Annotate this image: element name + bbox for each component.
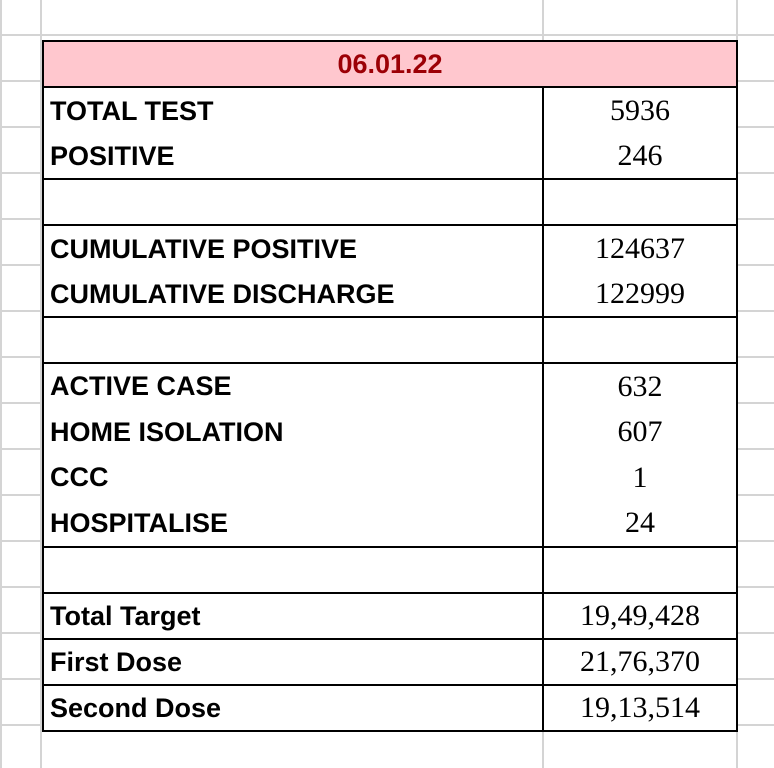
table-row-active-case[interactable] xyxy=(44,364,736,410)
table-row xyxy=(44,88,736,180)
row-label: HOME ISOLATION xyxy=(44,410,544,456)
table-row-cumulative-positive[interactable] xyxy=(44,226,736,272)
row-value: 5936 xyxy=(610,94,670,127)
row-label: HOSPITALISE xyxy=(44,501,544,547)
row-value: 19,13,514 xyxy=(580,691,700,724)
table-row-blank[interactable] xyxy=(44,548,736,594)
table-row-first-dose[interactable] xyxy=(44,640,736,686)
row-label: TOTAL TEST xyxy=(44,88,544,134)
report-table xyxy=(42,40,738,732)
row-value xyxy=(544,180,736,224)
row-label: POSITIVE xyxy=(44,134,544,178)
table-row-group xyxy=(44,226,736,318)
row-value xyxy=(544,548,736,592)
table-row-second-dose[interactable] xyxy=(44,686,736,730)
row-label: Second Dose xyxy=(44,686,544,730)
row-value: 122999 xyxy=(595,277,685,310)
row-value: 124637 xyxy=(595,232,685,265)
table-row-total-target[interactable] xyxy=(44,594,736,640)
row-value: 1 xyxy=(632,460,648,494)
row-label: First Dose xyxy=(44,640,544,684)
row-label xyxy=(44,548,544,592)
table-row-home-isolation[interactable] xyxy=(44,410,736,456)
table-row-ccc[interactable] xyxy=(44,455,736,501)
table-row-group xyxy=(44,594,736,730)
table-row-total-test[interactable] xyxy=(44,88,736,134)
row-label: CUMULATIVE POSITIVE xyxy=(44,226,544,272)
table-row-positive[interactable] xyxy=(44,134,736,178)
table-row-blank[interactable] xyxy=(44,180,736,226)
table-row-hospitalise[interactable] xyxy=(44,501,736,547)
row-value: 607 xyxy=(617,415,663,449)
row-label xyxy=(44,318,544,362)
row-value: 21,76,370 xyxy=(580,645,700,678)
row-label: CUMULATIVE DISCHARGE xyxy=(44,272,544,316)
table-row-group xyxy=(44,364,736,548)
row-label: Total Target xyxy=(44,594,544,638)
row-label: CCC xyxy=(44,455,544,501)
table-row-cumulative-discharge[interactable] xyxy=(44,272,736,316)
table-row-blank[interactable] xyxy=(44,318,736,364)
row-label xyxy=(44,180,544,224)
row-value: 632 xyxy=(617,369,663,403)
row-value: 246 xyxy=(617,139,663,172)
row-value: 24 xyxy=(625,506,655,540)
row-label: ACTIVE CASE xyxy=(44,364,544,410)
row-value xyxy=(544,318,736,362)
row-value: 19,49,428 xyxy=(580,599,700,632)
report-date-header[interactable]: 06.01.22 xyxy=(44,42,736,88)
